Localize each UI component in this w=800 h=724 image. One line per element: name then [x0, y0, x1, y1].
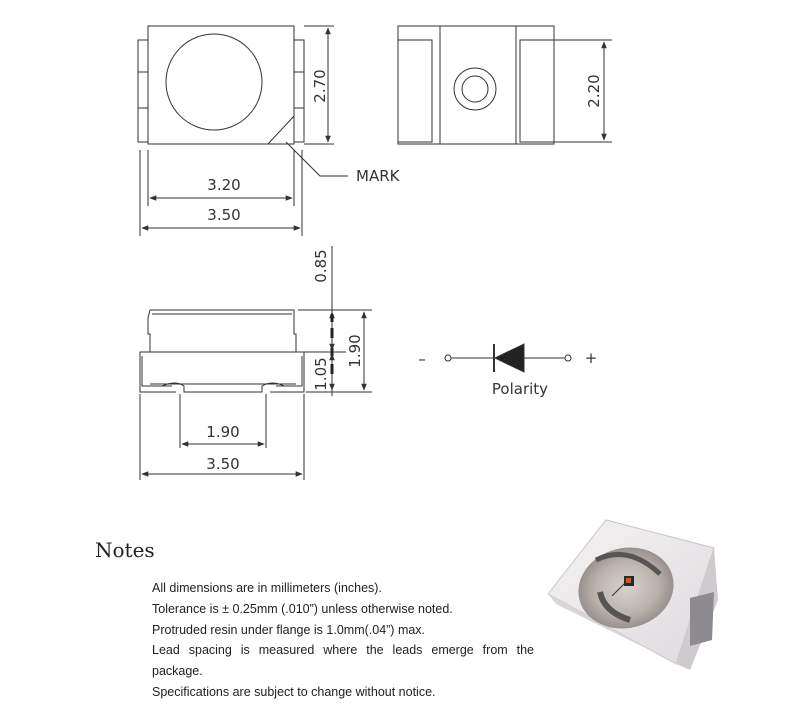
note-item: All dimensions are in millimeters (inches).	[152, 581, 382, 595]
top-body	[148, 26, 294, 144]
side-right-lead	[270, 352, 304, 392]
top-right-lead	[294, 40, 304, 142]
anode-terminal	[565, 355, 571, 361]
side-left-lead	[140, 352, 176, 392]
polarity-symbol	[445, 344, 571, 372]
side-body	[148, 310, 296, 352]
led-lead	[690, 592, 714, 646]
top-inner-width-dim: 3.20	[207, 176, 241, 194]
note-item: Protruded resin under flange is 1.0mm(.04”) max.	[152, 622, 426, 637]
diode-icon	[495, 344, 524, 372]
top-left-lead	[138, 40, 148, 142]
bottom-inner-ring	[462, 76, 488, 102]
bottom-right-pad	[520, 40, 554, 142]
bottom-left-pad	[398, 40, 432, 142]
bottom-body	[398, 26, 554, 144]
note-item: Lead spacing is measured where the leads emerge from the package.	[152, 643, 534, 679]
polarity-mark	[268, 116, 294, 144]
mark-label: MARK	[356, 167, 400, 185]
side-width-dim: 3.50	[206, 455, 240, 473]
cathode-terminal	[445, 355, 451, 361]
note-item: Tolerance is ± 0.25mm (.010”) unless otherwise noted.	[152, 601, 453, 616]
bottom-outer-ring	[454, 68, 496, 110]
polarity-plus: +	[584, 349, 598, 367]
side-top-dim: 0.85	[312, 249, 330, 283]
notes-title: Notes	[95, 538, 155, 562]
side-total-dim: 1.90	[346, 334, 364, 368]
side-pad-spacing-dim: 1.90	[206, 423, 240, 441]
polarity-minus: –	[418, 350, 426, 368]
top-view	[138, 26, 348, 236]
polarity-label: Polarity	[491, 380, 549, 398]
side-lower-dim: 1.05	[312, 357, 330, 391]
top-height-dim: 2.70	[311, 69, 329, 103]
led-product-photo	[548, 520, 718, 670]
notes-list	[152, 578, 534, 703]
side-view	[140, 246, 372, 480]
top-outer-width-dim: 3.50	[207, 206, 241, 224]
bottom-height-dim: 2.20	[585, 74, 603, 108]
bottom-view	[398, 26, 612, 144]
top-lens	[166, 34, 262, 130]
note-item: Specifications are subject to change without notice.	[152, 684, 436, 699]
